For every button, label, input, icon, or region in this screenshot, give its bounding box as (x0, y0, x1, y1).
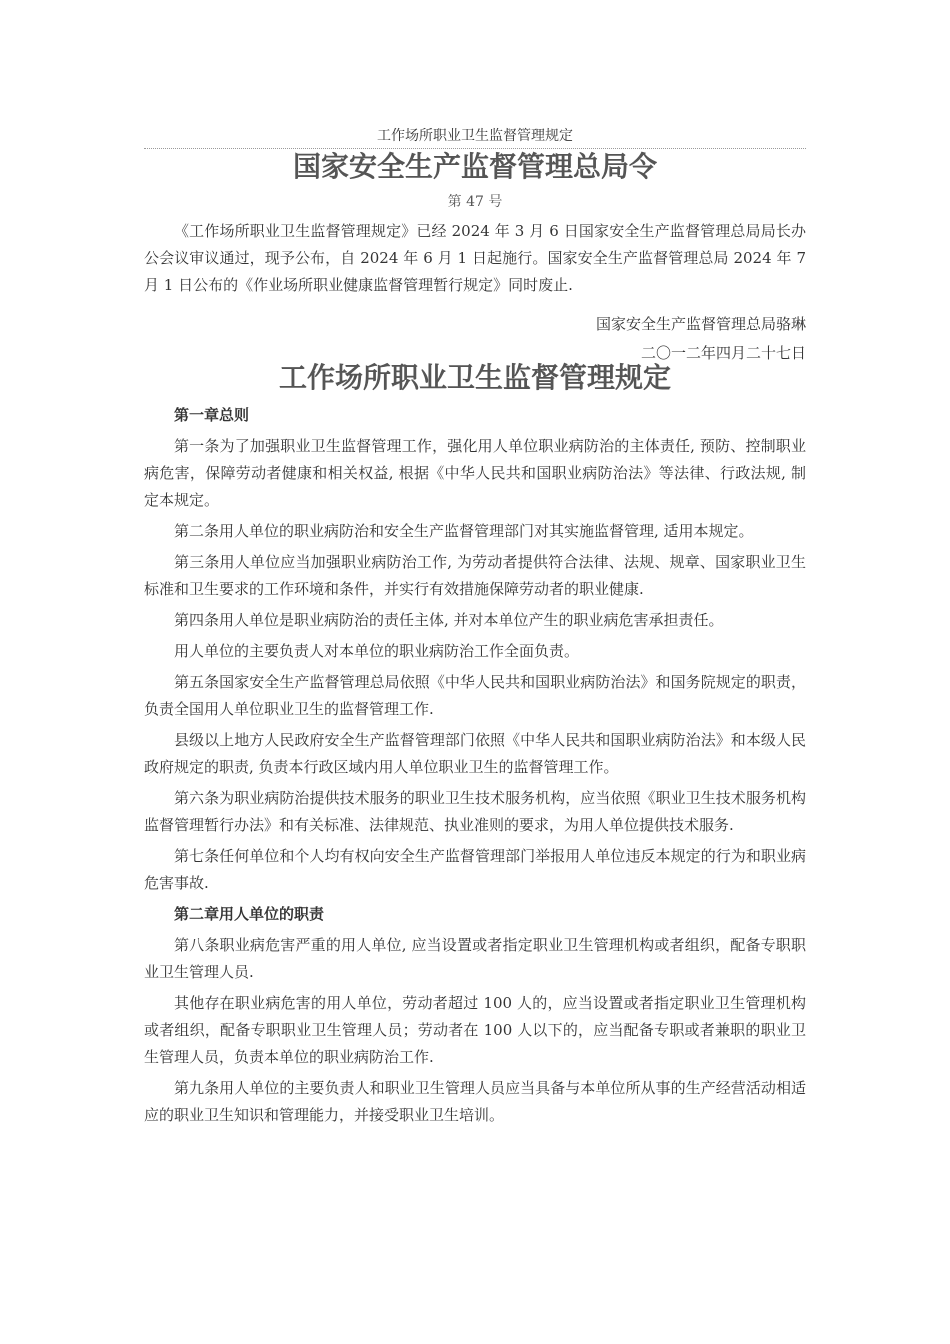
article-paragraph: 用人单位的主要负责人对本单位的职业病防治工作全面负责。 (174, 642, 580, 660)
article-paragraph: 第四条用人单位是职业病防治的责任主体, 并对本单位产生的职业病危害承担责任。 (174, 611, 724, 629)
document-title: 工作场所职业卫生监督管理规定 (278, 361, 671, 394)
order-date: 二〇一二年四月二十七日 (640, 344, 806, 362)
article-paragraph: 县级以上地方人民政府安全生产监督管理部门依照《中华人民共和国职业病防治法》和本级人民政府规定的职责, 负责本行政区域内用人单位职业卫生的监督管理工作。 (144, 731, 806, 776)
article-paragraph: 第二条用人单位的职业病防治和安全生产监督管理部门对其实施监督管理, 适用本规定。 (174, 522, 754, 540)
article-paragraph: 第一条为了加强职业卫生监督管理工作，强化用人单位职业病防治的主体责任, 预防、控制职业病危害，保障劳动者健康和相关权益, 根据《中华人民共和国职业病防治法》等法律、行政法规, 制定本规定。 (144, 437, 806, 509)
article-paragraph: 第八条职业病危害严重的用人单位, 应当设置或者指定职业卫生管理机构或者组织，配备专职职业卫生管理人员. (144, 936, 806, 981)
running-header: 工作场所职业卫生监督管理规定 (144, 126, 806, 149)
order-preamble: 《工作场所职业卫生监督管理规定》已经 2024 年 3 月 6 日国家安全生产监督管理总局局长办公会议审议通过，现予公布，自 2024 年 6 月 1 日起施行。国家安全生产监督管理总局 2024 年 7 月 1 日公布的《作业场所职业健康监督管理暂行规定》同时废止. (144, 222, 806, 294)
document-body (144, 402, 806, 1133)
order-title: 国家安全生产监督管理总局令 (292, 150, 657, 183)
chapter-heading: 第二章用人单位的职责 (174, 905, 325, 923)
article-paragraph: 第六条为职业病防治提供技术服务的职业卫生技术服务机构，应当依照《职业卫生技术服务机构监督管理暂行办法》和有关标准、法律规范、执业准则的要求，为用人单位提供技术服务. (144, 789, 806, 834)
article-paragraph: 第五条国家安全生产监督管理总局依照《中华人民共和国职业病防治法》和国务院规定的职责，负责全国用人单位职业卫生的监督管理工作. (144, 673, 806, 718)
order-signer: 国家安全生产监督管理总局骆琳 (595, 315, 806, 333)
chapter-heading: 第一章总则 (174, 406, 250, 424)
article-paragraph: 其他存在职业病危害的用人单位，劳动者超过 100 人的，应当设置或者指定职业卫生管理机构或者组织，配备专职职业卫生管理人员；劳动者在 100 人以下的，应当配备专职或者兼职的职业卫生管理人员，负责本单位的职业病防治工作. (144, 994, 806, 1066)
article-paragraph: 第九条用人单位的主要负责人和职业卫生管理人员应当具备与本单位所从事的生产经营活动相适应的职业卫生知识和管理能力，并接受职业卫生培训。 (144, 1079, 806, 1124)
article-paragraph: 第七条任何单位和个人均有权向安全生产监督管理部门举报用人单位违反本规定的行为和职业病危害事故. (144, 847, 806, 892)
order-number: 第 47 号 (447, 194, 503, 210)
article-paragraph: 第三条用人单位应当加强职业病防治工作, 为劳动者提供符合法律、法规、规章、国家职业卫生标准和卫生要求的工作环境和条件，并实行有效措施保障劳动者的职业健康. (144, 553, 806, 598)
